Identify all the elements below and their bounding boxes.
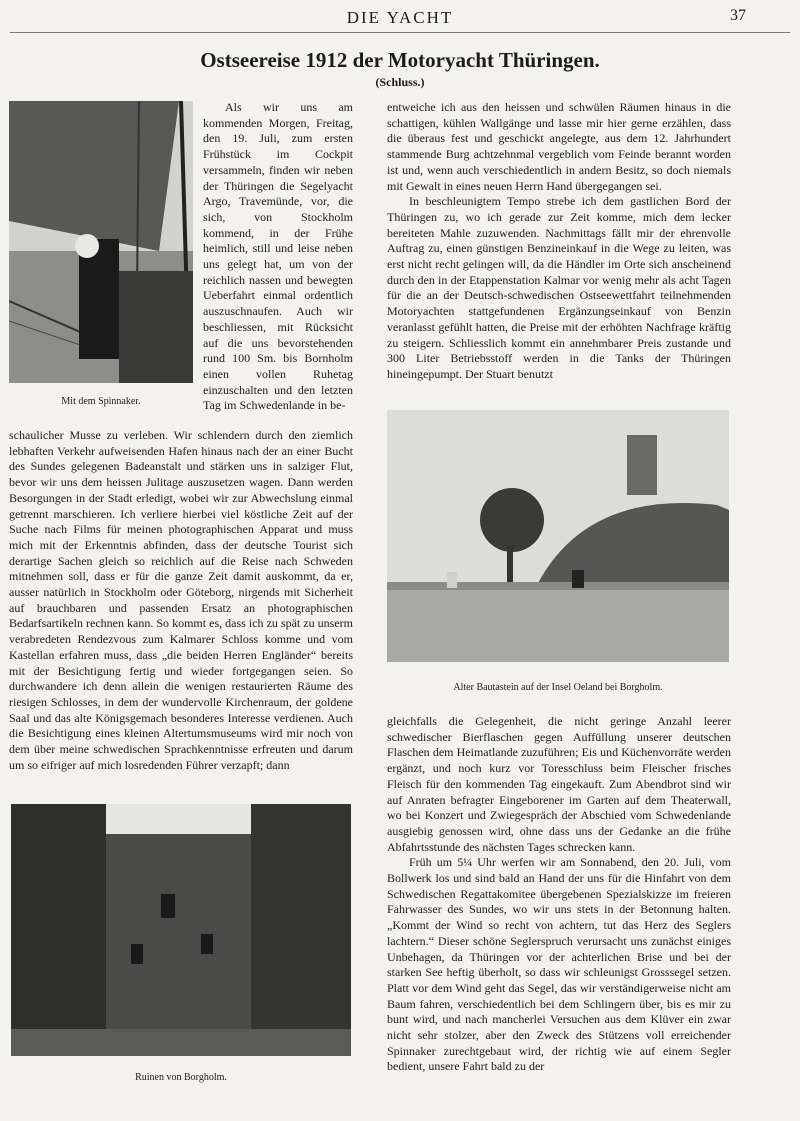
text-column-right-bottom <box>387 714 731 1075</box>
paragraph-kalmar: schaulicher Musse zu verleben. Wir schlendern durch den ziemlich lebhaften Verkehr aufweisenden Hafen hinaus nach der an einer Bucht des Sundes gelegenen Badeanstalt und stärken uns in salziger Flut, bevor wir uns dem heissen Julitage auszusetzen wagen. Dann werden Besorgungen in der Stadt erledigt, wobei wir zur Abwechslung einmal getrennt marschieren. Ich verliere hierbei viel köstliche Zeit auf der Suche nach Films für meinen photographischen Apparat und muss mich mit der Erkenntnis abfinden, dass der deutsche Tourist sich derartige Sachen gleich so reichlich auf die Reise nach Schweden mitnehmen soll, dass er für die ganze Zeit damit auskommt, da er, ausser natürlich in Stockholm oder Göteborg, nirgends mit Sicherheit auf brauchbaren und passenden Ersatz an photographischen Bedarfsartikeln rechnen kann. So kommt es, dass ich zu spät zu unserm verabredeten Rendezvous zum Kalmarer Schloss komme und vom Kastellan erfahren muss, dass „die beiden Herren Engländer“ bereits mit der Besichtigung fertig und wieder fortgegangen seien. So durchwandere ich denn allein die wenigen restaurierten Räume des riesigen Schlosses, in dem der wundervolle Kirchenraum, der goldene Saal und das alte Königsgemach besonderes Interesse verdienen. Auch die Besichtigung eines kleinen Altertumsmuseums wird mir noch von dem über meine schwedischen Sprachkenntnisse erfreuten und darum um so eifriger auf mich losredenden Führer verzapft; dann <box>9 428 353 772</box>
article-subtitle: (Schluss.) <box>375 75 425 89</box>
ruins-caption: Ruinen von Borgholm. <box>135 1072 227 1083</box>
paragraph-abschied: gleichfalls die Gelegenheit, die nicht geringe Anzahl leerer schwedischer Bierflaschen gegen Auffüllung unserer deutschen Flaschen dem Heimatlande zuzuführen; Eis und Küchenvorräte werden ergänzt, und noch kurz vor Toresschluss beim Fleischer frisches Fleisch für den kommenden Tag eingekauft. Zum Abendbrot sind wir auf Anraten befragter Eingeborener im Garten auf dem Theaterwall, wo bei Konzert und Zwiegespräch der Abschied vom Schwedenlande ausgiebig genossen wird, ohne dass uns der Gedanke an die frühe Abfahrtsstunde des nächsten Tages schrecken kann. <box>387 714 731 854</box>
ruins-illustration <box>11 804 351 1056</box>
paragraph-intro: Als wir uns am kommenden Morgen, Freitag, den 19. Juli, zum ersten Frühstück im Cockpit versammeln, finden wir neben der Thüringen die Segelyacht Argo, Travemünde, vor, die sich, von Stockholm kommend, in der Frühe heimlich, still und leise neben uns gelegt hat, um von der reichlich nassen und bewegten Ueberfahrt einmal ordentlich auszuschnaufen. Auch wir beschliessen, mit Rücksicht auf die uns bevorstehenden rund 100 Sm. bis Bornholm einen vollen Ruhetag einzuschalten und den letzten Tag im Schwedenlande in be- <box>203 100 353 413</box>
spinnaker-photo <box>9 101 193 383</box>
header-divider <box>10 32 790 33</box>
spinnaker-caption: Mit dem Spinnaker. <box>61 396 141 407</box>
text-column-right-top <box>387 100 731 383</box>
ruins-photo <box>11 804 351 1056</box>
paragraph-burg: entweiche ich aus den heissen und schwülen Räumen hinaus in die schattigen, kühlen Wallgänge und lasse mir hier gerne erzählen, dass die überaus fest und geschickt angelegte, aus dem 12. Jahrhundert stammende Burg achtzehnmal vergeblich vom Feinde berannt worden ist und, wenn auch verschiedentlich in andern Besitz, so doch niemals mit Gewalt in eines neuen Herrn Hand übergegangen sei. <box>387 100 731 193</box>
page-number: 37 <box>730 7 746 24</box>
bautastein-caption: Alter Bautastein auf der Insel Oeland bei Borgholm. <box>453 682 663 693</box>
text-column-narrow <box>203 100 353 414</box>
article-title: Ostseereise 1912 der Motoryacht Thüringen. <box>200 48 600 72</box>
paragraph-abfahrt: Früh um 5¼ Uhr werfen wir am Sonnabend, den 20. Juli, vom Bollwerk los und sind bald an Hand der uns für die Hinfahrt von dem Schwedischen Regattakomitee übergebenen Spezialskizze im freieren Fahrwasser des Sundes, wo wir uns stets in der Betonnung halten. „Kommt der Wind so recht von achtern, tut das Herz des Seglers lachtern.“ Dieser schöne Seglerspruch verursacht uns zunächst einiges Unbehagen, da Thüringen vor der achterlichen Brise und bei der starken See heftig überholt, so dass wir schleunigst Grosssegel setzen. Platt vor dem Wind geht das Segel, das wir verständigerweise nicht am Baum fahren, verschiedentlich bei dem Schlingern über, bis es mir zu bunt wird, und nach mancherlei Versuchen aus dem Klüver ein zwar nicht sehr stolzer, aber den Zweck des Stützens voll erreichender Spinnaker zurechtgebaut wird, der richtig wie auf einem Segler bedient, unsere Fahrt bald zu der <box>387 855 731 1074</box>
bautastein-illustration <box>387 410 729 662</box>
journal-title: DIE YACHT <box>346 8 454 27</box>
spinnaker-illustration <box>9 101 193 383</box>
bautastein-photo <box>387 410 729 662</box>
text-column-left <box>9 428 353 773</box>
paragraph-benzin: In beschleunigtem Tempo strebe ich dem gastlichen Bord der Thüringen zu, wo ich gerade zur Zeit komme, mich dem lecker bereiteten Mahle zuzuwenden. Nachmittags fällt mir der ehrenvolle Auftrag zu, einen günstigen Benzineinkauf in die Wege zu leiten, was erst nicht recht gelingen will, da die Händler im Orte sich anscheinend durch den in der Etappenstation Kalmar vor wenig mehr als acht Tagen für die an der Deutsch-schwedischen Ostseewettfahrt teilnehmenden Motoryachten stattgefundenen Ergänzungseinkauf von Benzin veranlasst gefühlt hatten, die Preise mit der erhöhten Nachfrage kräftig zu steigern. Schliesslich kommt ein annehmbarer Preis zustande und 300 Liter Betriebsstoff werden in die Tanks der Thüringen hineingepumpt. Der Stuart benutzt <box>387 194 731 381</box>
